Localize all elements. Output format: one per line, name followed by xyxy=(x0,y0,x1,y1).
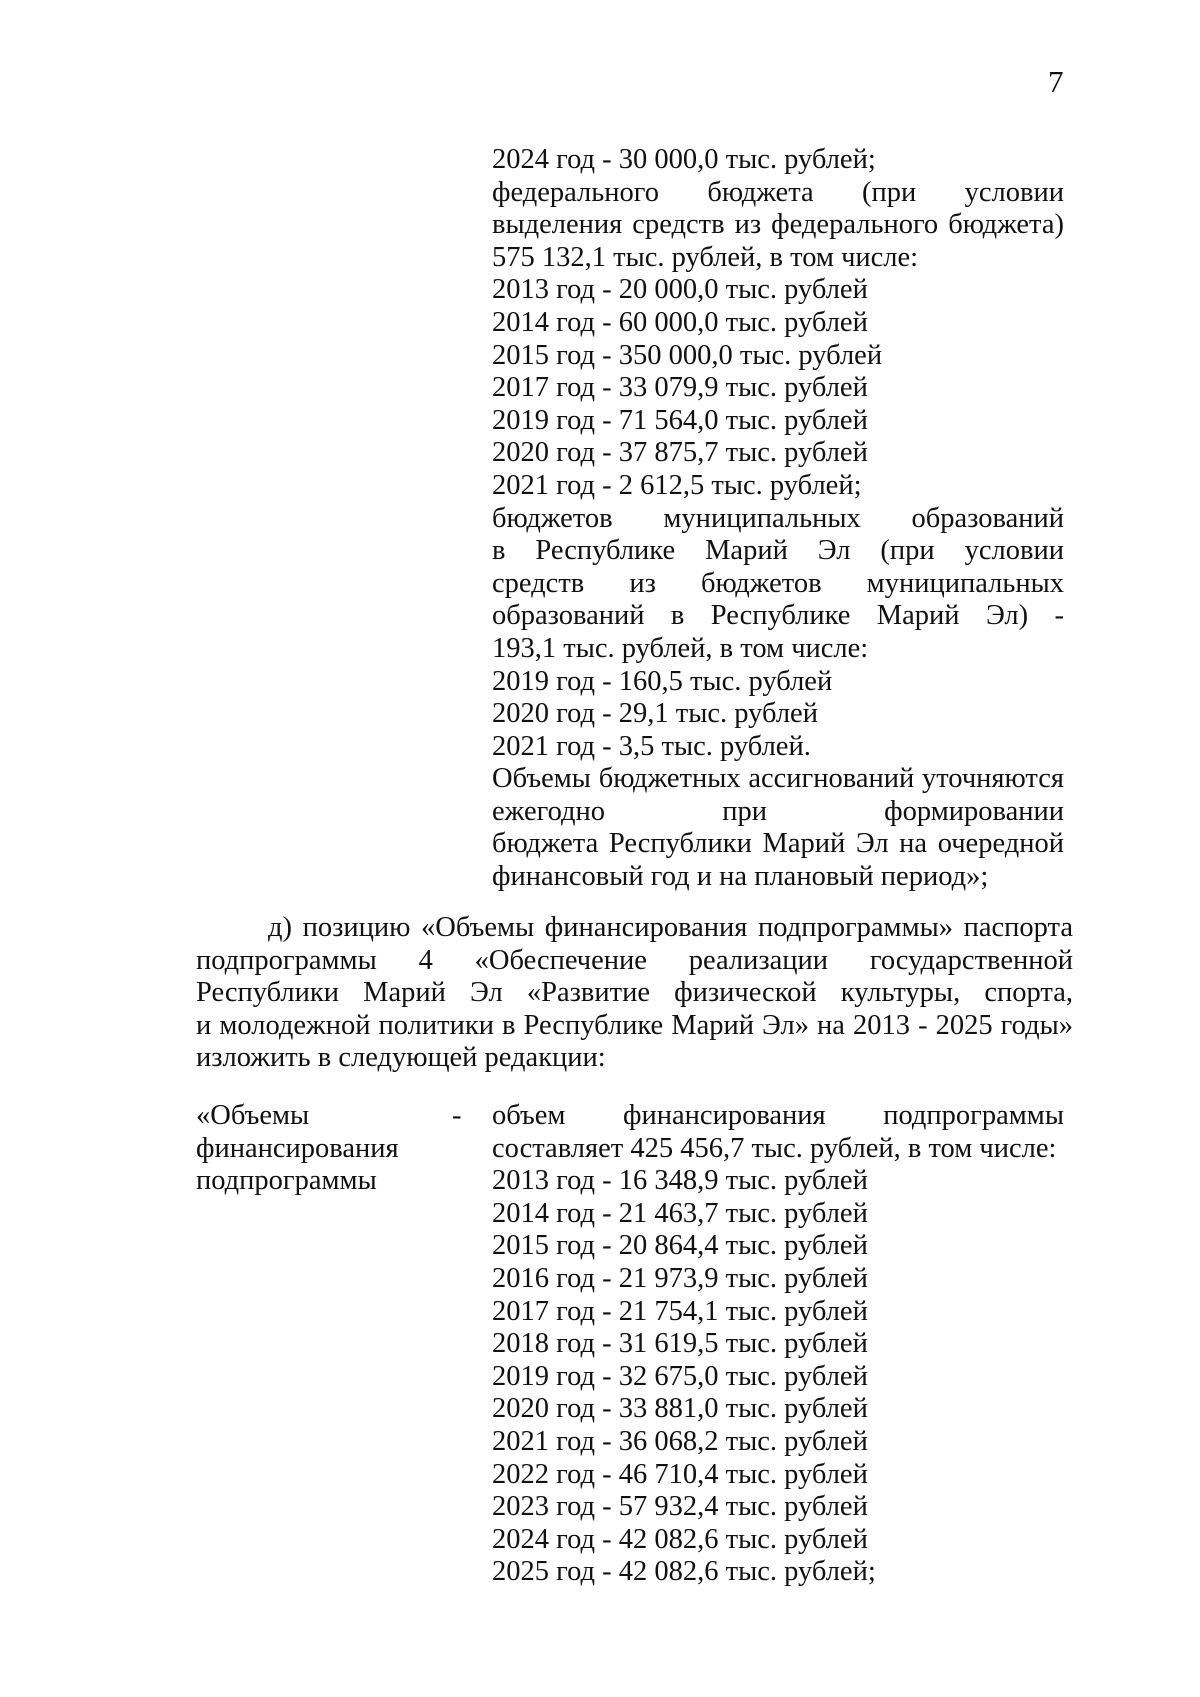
page-number: 7 xyxy=(1048,64,1064,99)
text-line: 2020 год - 29,1 тыс. рублей xyxy=(492,698,818,730)
text-line: бюджетов муниципальных образований xyxy=(492,502,1064,534)
text-line: 193,1 тыс. рублей, в том числе: xyxy=(492,632,869,664)
text-line: 2020 год - 37 875,7 тыс. рублей xyxy=(492,437,868,469)
label-line: финансирования xyxy=(196,1132,399,1164)
paragraph-line: изложить в следующей редакции: xyxy=(196,1042,606,1074)
text-line: 2021 год - 2 612,5 тыс. рублей; xyxy=(492,469,862,501)
text-line: 2013 год - 20 000,0 тыс. рублей xyxy=(492,274,868,306)
text-line: 575 132,1 тыс. рублей, в том числе: xyxy=(492,241,919,273)
text-line: 2021 год - 36 068,2 тыс. рублей xyxy=(492,1425,868,1457)
text-line: 2017 год - 33 079,9 тыс. рублей xyxy=(492,372,868,404)
text-line: 2015 год - 350 000,0 тыс. рублей xyxy=(492,339,883,371)
text-line: 2019 год - 71 564,0 тыс. рублей xyxy=(492,404,868,436)
funding-sources-block xyxy=(492,144,1064,894)
text-line: бюджета Республики Марий Эл на очередной xyxy=(492,828,1064,860)
amendment-paragraph xyxy=(196,912,1073,1075)
paragraph-line: д) позицию «Объемы финансирования подпрограммы» паспорта xyxy=(268,912,1073,943)
text-line: 2014 год - 60 000,0 тыс. рублей xyxy=(492,306,868,338)
text-line: ежегодно при формировании xyxy=(492,795,1064,827)
text-line: 2013 год - 16 348,9 тыс. рублей xyxy=(492,1165,868,1197)
paragraph-line: Республики Марий Эл «Развитие физической культуры, спорта, xyxy=(196,977,1073,1009)
text-line: в Республике Марий Эл (при условии xyxy=(492,535,1064,567)
text-line: 2024 год - 42 082,6 тыс. рублей xyxy=(492,1523,868,1555)
label-line: подпрограммы xyxy=(196,1165,377,1197)
text-line: 2021 год - 3,5 тыс. рублей. xyxy=(492,730,811,762)
text-line: 2014 год - 21 463,7 тыс. рублей xyxy=(492,1197,868,1229)
text-line: федерального бюджета (при условии xyxy=(492,176,1064,208)
text-line: выделения средств из федерального бюджета) xyxy=(492,209,1064,241)
position-label xyxy=(196,1100,456,1198)
subprogram-funding-block xyxy=(492,1100,1064,1589)
text-line: 2018 год - 31 619,5 тыс. рублей xyxy=(492,1328,868,1360)
label-line: «Объемы xyxy=(196,1100,310,1131)
text-line: 2019 год - 32 675,0 тыс. рублей xyxy=(492,1360,868,1392)
text-line: 2025 год - 42 082,6 тыс. рублей; xyxy=(492,1556,876,1588)
label-dash: - xyxy=(452,1100,462,1131)
text-line: 2023 год - 57 932,4 тыс. рублей xyxy=(492,1491,868,1523)
text-line: образований в Республике Марий Эл) - xyxy=(492,600,1064,632)
paragraph-line: подпрограммы 4 «Обеспечение реализации государственной xyxy=(196,944,1073,976)
text-line: 2016 год - 21 973,9 тыс. рублей xyxy=(492,1262,868,1294)
paragraph-line: и молодежной политики в Республике Марий Эл» на 2013 - 2025 годы» xyxy=(196,1009,1073,1041)
text-line: финансовый год и на плановый период»; xyxy=(492,861,989,893)
text-line: 2017 год - 21 754,1 тыс. рублей xyxy=(492,1295,868,1327)
text-line: 2022 год - 46 710,4 тыс. рублей xyxy=(492,1458,868,1490)
text-line: средств из бюджетов муниципальных xyxy=(492,567,1064,599)
text-line: объем финансирования подпрограммы xyxy=(492,1100,1064,1131)
text-line: составляет 425 456,7 тыс. рублей, в том числе: xyxy=(492,1132,1057,1164)
text-line: 2019 год - 160,5 тыс. рублей xyxy=(492,665,833,697)
text-line: Объемы бюджетных ассигнований уточняются xyxy=(492,763,1064,795)
text-line: 2020 год - 33 881,0 тыс. рублей xyxy=(492,1393,868,1425)
text-line: 2024 год - 30 000,0 тыс. рублей; xyxy=(492,144,876,175)
text-line: 2015 год - 20 864,4 тыс. рублей xyxy=(492,1230,868,1262)
